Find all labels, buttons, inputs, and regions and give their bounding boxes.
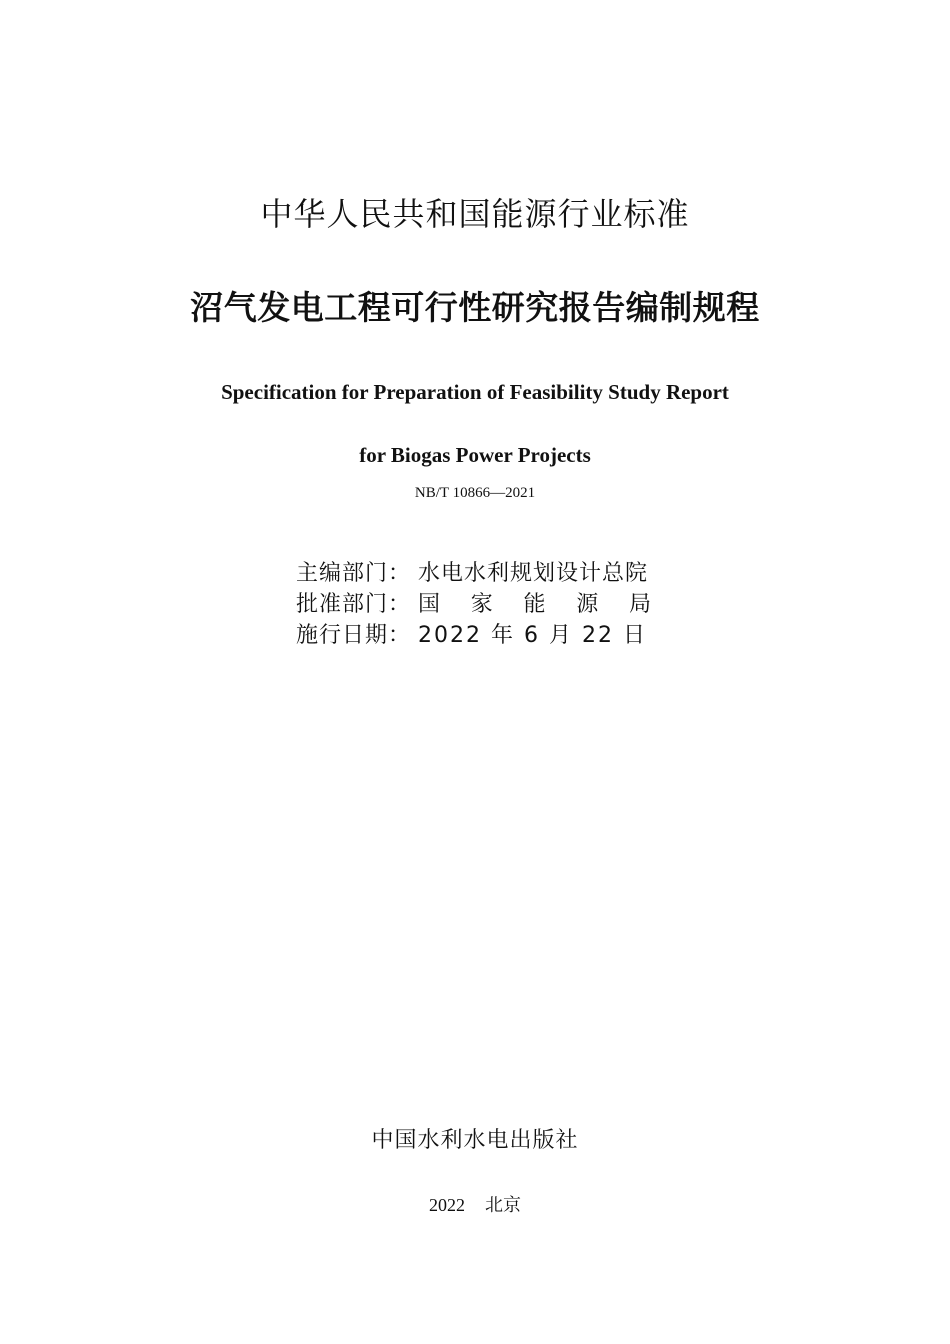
approver-char: 局 (628, 592, 652, 617)
info-block (296, 558, 696, 651)
editor-label: 主编部门： (296, 561, 412, 586)
approver-label: 批准部门： (296, 592, 412, 617)
approver-char: 国 (418, 592, 442, 617)
document-title: 沼气发电工程可行性研究报告编制规程 (190, 288, 760, 327)
effective-date-label: 施行日期： (296, 623, 412, 648)
publication-place-year (0, 1192, 950, 1218)
publication-city: 北京 (485, 1195, 521, 1215)
english-title-line2: for Biogas Power Projects (359, 443, 591, 467)
approver-char: 源 (576, 592, 600, 617)
standard-number: NB/T 10866—2021 (414, 485, 536, 501)
publication-year: 2022 (429, 1195, 465, 1215)
editor-row (296, 558, 696, 589)
effective-date-row (296, 620, 696, 651)
editor-value: 水电水利规划设计总院 (418, 561, 649, 586)
effective-date-value: 2022 年 6 月 22 日 (418, 623, 647, 648)
approver-value (418, 589, 652, 620)
approver-row (296, 589, 696, 620)
publisher-name: 中国水利水电出版社 (371, 1128, 579, 1153)
industry-standard-title: 中华人民共和国能源行业标准 (260, 195, 690, 233)
english-title-line1: Specification for Preparation of Feasibility Study Report (221, 380, 729, 404)
approver-char: 家 (470, 592, 494, 617)
approver-char: 能 (523, 592, 547, 617)
